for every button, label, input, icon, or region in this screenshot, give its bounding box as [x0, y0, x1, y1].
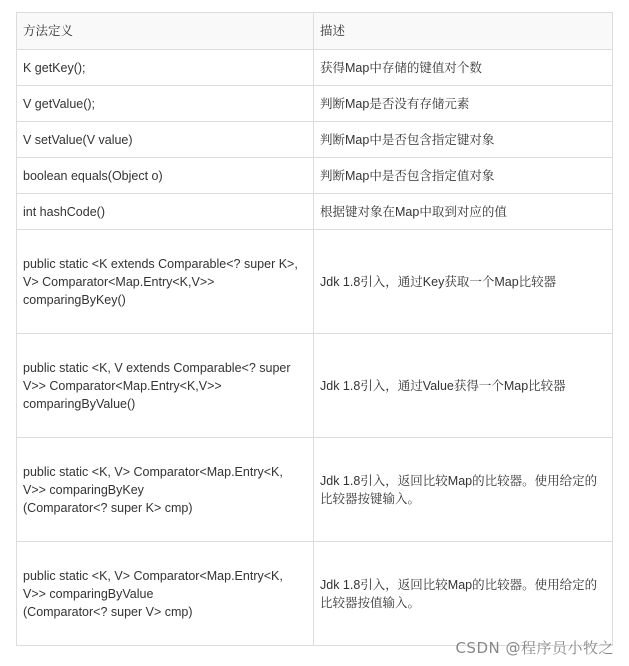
method-line: V> Comparator<Map.Entry<K,V>> [23, 274, 215, 289]
description-cell: Jdk 1.8引入，返回比较Map的比较器。使用给定的比较器按键输入。 [314, 438, 613, 542]
method-line: V>> comparingByValue [23, 586, 154, 601]
table-row [17, 334, 613, 438]
csdn-watermark: CSDN @程序员小牧之 [455, 639, 614, 657]
method-line: (Comparator<? super V> cmp) [23, 604, 193, 619]
method-cell [17, 50, 314, 86]
method-line: V>> comparingByKey [23, 482, 144, 497]
method-cell [17, 86, 314, 122]
method-line: public static <K, V> Comparator<Map.Entry<K, [23, 464, 283, 479]
method-cell [17, 158, 314, 194]
method-line: V>> Comparator<Map.Entry<K,V>> [23, 378, 222, 393]
method-line: V getValue(); [23, 96, 96, 111]
method-line: public static <K, V extends Comparable<? super [23, 360, 291, 375]
description-cell: 获得Map中存储的键值对个数 [314, 50, 613, 86]
header-method-definition: 方法定义 [17, 13, 314, 50]
table-row [17, 86, 613, 122]
method-table-container [16, 12, 612, 646]
method-line: comparingByValue() [23, 396, 136, 411]
method-table [16, 12, 613, 646]
method-line: int hashCode() [23, 204, 105, 219]
method-line: boolean equals(Object o) [23, 168, 163, 183]
method-line: V setValue(V value) [23, 132, 133, 147]
table-row [17, 50, 613, 86]
method-cell [17, 194, 314, 230]
description-cell: 根据键对象在Map中取到对应的值 [314, 194, 613, 230]
method-cell [17, 542, 314, 646]
description-cell: Jdk 1.8引入，通过Key获取一个Map比较器 [314, 230, 613, 334]
table-row [17, 542, 613, 646]
method-line: comparingByKey() [23, 292, 126, 307]
method-line: K getKey(); [23, 60, 86, 75]
method-line: public static <K extends Comparable<? super K>, [23, 256, 298, 271]
table-row [17, 122, 613, 158]
method-line: public static <K, V> Comparator<Map.Entry<K, [23, 568, 283, 583]
description-cell: 判断Map中是否包含指定值对象 [314, 158, 613, 194]
description-cell: Jdk 1.8引入，返回比较Map的比较器。使用给定的比较器按值输入。 [314, 542, 613, 646]
method-cell [17, 230, 314, 334]
table-row [17, 158, 613, 194]
table-header-row [17, 13, 613, 50]
description-cell: 判断Map是否没有存储元素 [314, 86, 613, 122]
table-row [17, 438, 613, 542]
table-row [17, 194, 613, 230]
method-line: (Comparator<? super K> cmp) [23, 500, 193, 515]
method-cell [17, 438, 314, 542]
method-cell [17, 334, 314, 438]
description-cell: Jdk 1.8引入，通过Value获得一个Map比较器 [314, 334, 613, 438]
description-cell: 判断Map中是否包含指定键对象 [314, 122, 613, 158]
header-description: 描述 [314, 13, 613, 50]
table-row [17, 230, 613, 334]
method-cell [17, 122, 314, 158]
